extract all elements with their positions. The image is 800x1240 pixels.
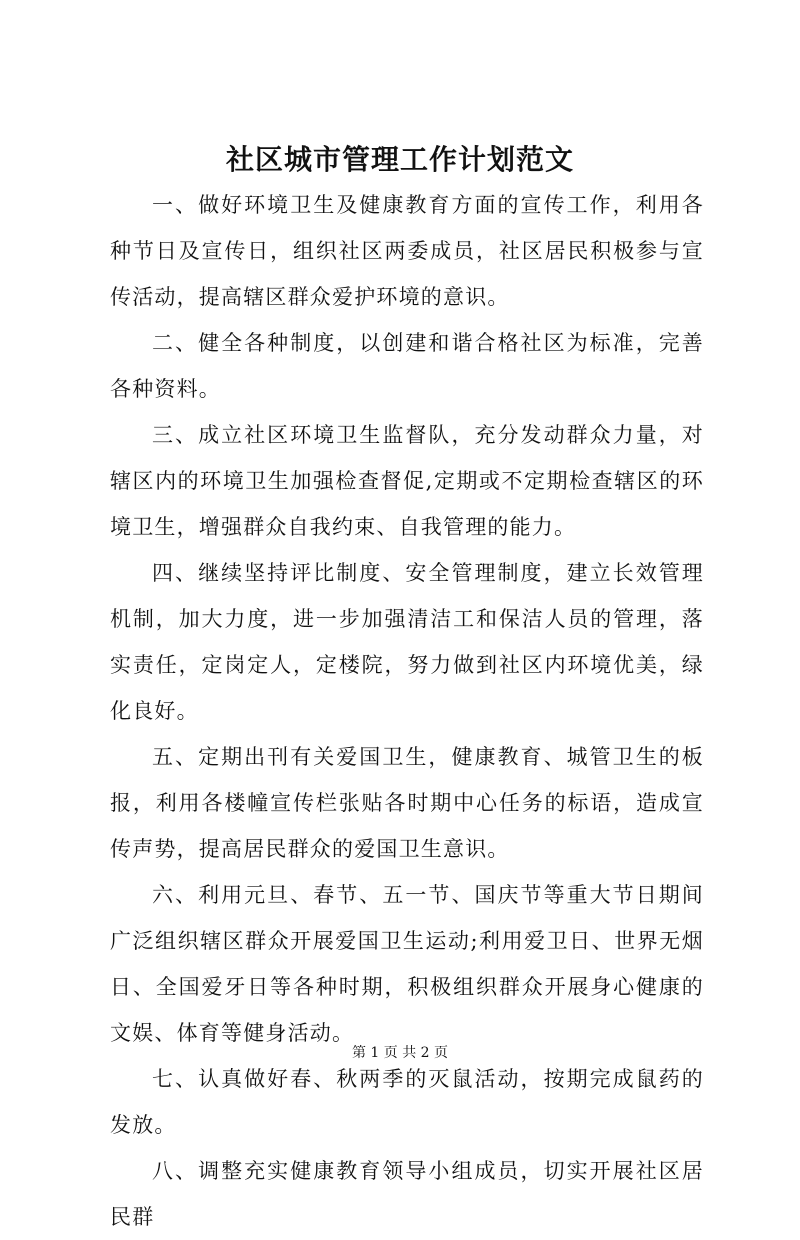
page-footer: 第 1 页 共 2 页 <box>351 1045 449 1061</box>
document-body <box>110 182 704 1240</box>
paragraph-7: 七、认真做好春、秋两季的灭鼠活动，按期完成鼠药的发放。 <box>110 1067 704 1137</box>
paragraph-8: 八、调整充实健康教育领导小组成员，切实开展社区居民群 <box>110 1159 704 1229</box>
paragraph-3: 三、成立社区环境卫生监督队，充分发动群众力量，对辖区内的环境卫生加强检查督促,定期或不定期检查辖区的环境卫生，增强群众自我约束、自我管理的能力。 <box>110 423 704 539</box>
paragraph-5: 五、定期出刊有关爱国卫生，健康教育、城管卫生的板报，利用各楼幢宣传栏张贴各时期中心任务的标语，造成宣传声势，提高居民群众的爱国卫生意识。 <box>110 745 704 861</box>
paragraph-2: 二、健全各种制度，以创建和谐合格社区为标准，完善各种资料。 <box>110 331 704 401</box>
paragraph-1: 一、做好环境卫生及健康教育方面的宣传工作，利用各种节日及宣传日，组织社区两委成员，社区居民积极参与宣传活动，提高辖区群众爱护环境的意识。 <box>110 193 704 309</box>
paragraph-4: 四、继续坚持评比制度、安全管理制度，建立长效管理机制，加大力度，进一步加强清洁工和保洁人员的管理，落实责任，定岗定人，定楼院，努力做到社区内环境优美，绿化良好。 <box>110 561 704 723</box>
paragraph-6: 六、利用元旦、春节、五一节、国庆节等重大节日期间广泛组织辖区群众开展爱国卫生运动;利用爱卫日、世界无烟日、全国爱牙日等各种时期，积极组织群众开展身心健康的文娱、体育等健身活动。 <box>110 883 704 1045</box>
document-title: 社区城市管理工作计划范文 <box>225 143 574 176</box>
